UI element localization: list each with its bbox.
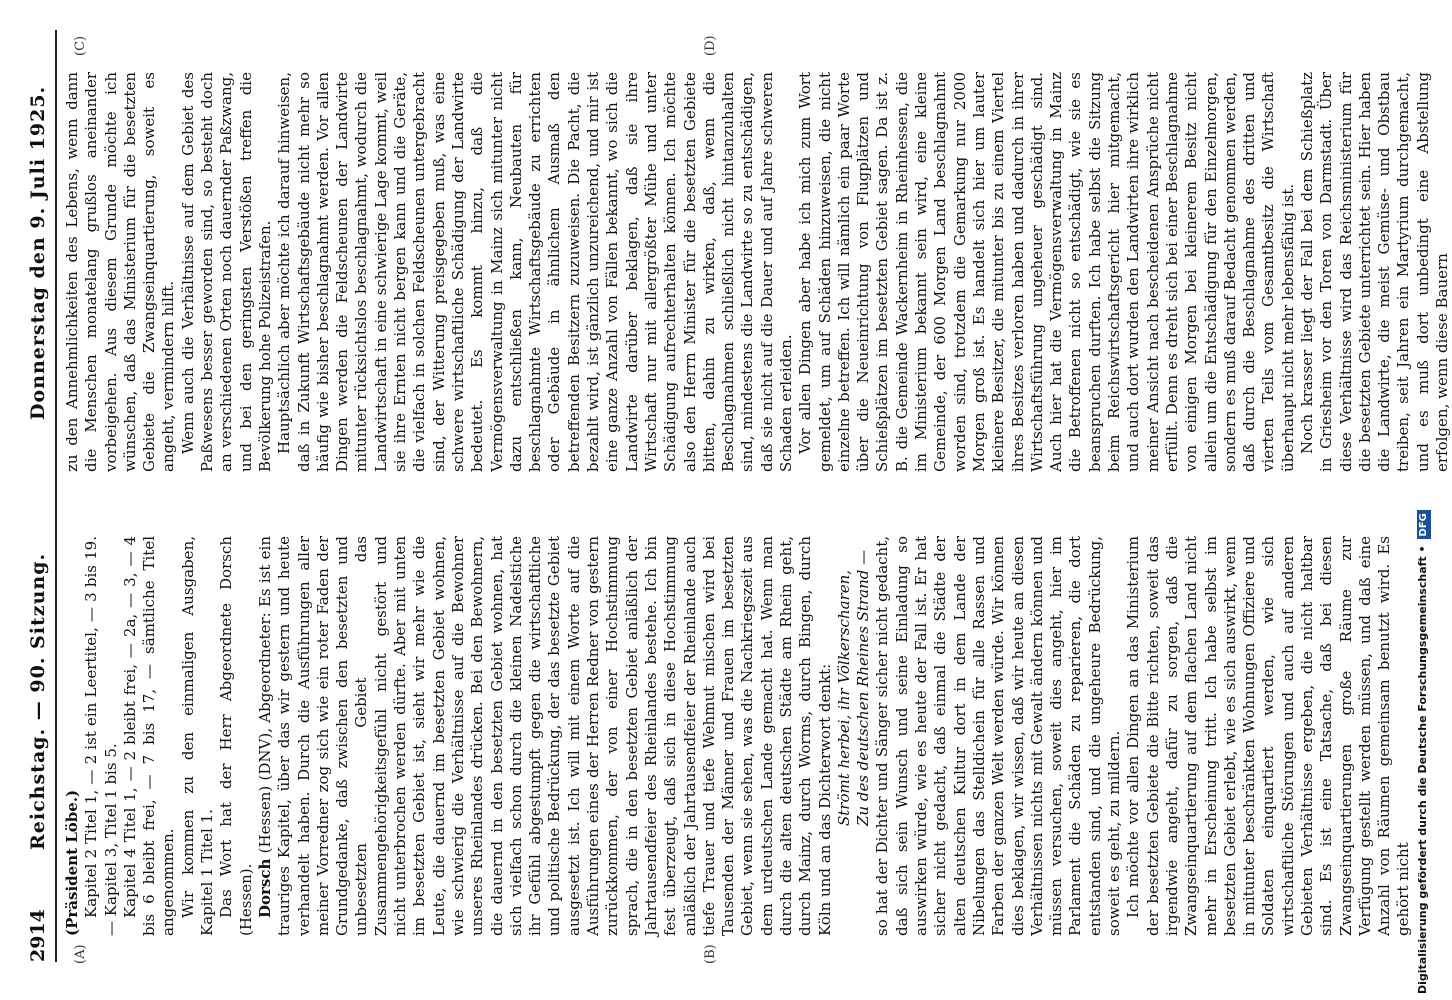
page-number: 2914 xyxy=(27,909,49,962)
right-column xyxy=(63,72,1452,472)
president-note: (Präsident Löbe.) xyxy=(63,789,81,936)
dfg-logo: DFG xyxy=(1417,510,1431,539)
page-header xyxy=(15,20,55,980)
paragraph: Wir kommen zu den einmaligen Ausgaben, Kapitel 1 Titel 1. xyxy=(178,536,217,936)
paragraph: Das Wort hat der Herr Abgeordnete Dorsch (Hessen). xyxy=(217,536,255,936)
paragraph: zu den Annehmlichkeiten des Lebens, wenn dann die Menschen monatelang grußlos aneinander vorbeigehen. Aus diesem Grunde möchte ich wünschen, daß das Ministerium für die besetzten Gebiete die Zwangseinquartierung, soweit es angeht, vermindern hilft. xyxy=(63,72,178,472)
margin-mark-c: (C) xyxy=(73,35,88,56)
header-rule xyxy=(55,30,57,962)
paragraph: Hauptsächlich aber möchte ich darauf hinweisen, daß in Zukunft Wirtschaftsgebäude nicht mehr so häufig wie bisher beschlagnahmt werden. Vor allen Dingen werden die Feldscheunen der Landwirte mitunter rücksichtslos beschlagnahmt, wodurch die Landwirtschaft in eine schwierige Lage kommt, weil sie ihre Ernten nicht bergen kann und die Geräte, die vielfach in solchen Feldscheunen untergebracht sind, der Witterung preisgegeben muß, was eine schwere wirtschaftliche Schädigung der Landwirte bedeutet. Es kommt hinzu, daß die Vermögensverwaltung in Mainz sich mitunter nicht dazu entschließen kann, Neubauten für beschlagnahmte Wirtschaftsgebäude zu errichten oder Gebäude in ähnlichem Ausmaß den betreffenden Besitzern zuzuweisen. Die Pacht, die bezahlt wird, ist gänzlich unzureichend, und mir ist eine ganze Anzahl von Fällen bekannt, wo sich die Landwirte darüber beklagen, daß sie ihre Wirtschaft nur mit allergrößter Mühe und unter Schädigung aufrechterhalten können. Ich möchte also den Herrn Minister für die besetzten Gebiete bitten, dahin zu wirken, daß, wenn die Beschlagnahmen schließlich nicht hintanzuhalten sind, mindestens die Landwirte so zu entschädigen, daß sie nicht auf die Dauer und auf Jahre schweren Schaden erleiden. xyxy=(275,72,795,472)
left-column xyxy=(63,536,1413,936)
right-margin-marks xyxy=(63,30,1353,60)
paragraph: Ich möchte vor allen Dingen an das Ministerium der besetzten Gebiete die Bitte richten, soweit das irgendwie angeht, dafür zu sorgen, daß die Zwangseinquartierung auf dem flachen Land nicht mehr in Erscheinung tritt. Ich habe selbst im besetzten Gebiet erlebt, wie es sich auswirkt, wenn in mitunter beschränkten Wohnungen Offiziere und Soldaten einquartiert werden, wie sich wirtschaftliche Störungen und auch auf anderen Gebieten Verhältnisse ergeben, die nicht haltbar sind. Es ist eine Tatsache, daß bei diesen Zwangseinquartierungen große Räume zur Verfügung gestellt werden müssen, und daß eine Anzahl von Räumen gemeinsam benutzt wird. Es gehört nicht xyxy=(1124,536,1413,936)
left-margin-marks xyxy=(63,938,1353,968)
digitization-note xyxy=(1406,6,1432,994)
session-date: Donnerstag den 9. Juli 1925. xyxy=(27,85,49,420)
paragraph: Kapitel 4 Titel 1, — 2 bleibt frei, — 2a, — 3, — 4 bis 6 bleibt frei, — 7 bis 17, — sämtliche Titel angenommen. xyxy=(120,536,178,936)
paragraph: Kapitel 2 Titel 1, — 2 ist ein Leertitel, — 3 bis 19. — Kapitel 3, Titel 1 bis 5. xyxy=(82,536,120,936)
paragraph: so hat der Dichter und Sänger sicher nicht gedacht, daß sich sein Wunsch und seine Einladung so auswirken würde, wie es heute der Fall ist. Er hat sicher nicht gedacht, daß einmal die Städte der alten deutschen Kultur dort in dem Lande der Nibelungen das Stelldichein für alle Rassen und Farben der ganzen Welt werden würde. Wir können dies beklagen, wir wissen, daß wir heute an diesen Verhältnissen nichts mit Gewalt ändern können und müssen versuchen, soweit dies angeht, hier im Parlament die Schäden zu reparieren, die dort entstanden sind, und die ungeheure Bedrückung, soweit es geht, zu mildern. xyxy=(873,536,1124,936)
speech-paragraph xyxy=(256,536,835,936)
speech-text: (Hessen) (DNV), Abgeordneter: Es ist ein trauriges Kapitel, über das wir gestern und heute verhandelt haben. Durch die Ausführungen aller meiner Vorredner zog sich wie ein roter Faden der Grundgedanke, daß zwischen den besetzten und unbesetzten Gebiet das Zusammengehörigkeitsgefühl nicht gestört und nicht unterbrochen werden dürfte. Aber mit unten im besetzten Gebiet ist, sieht wir mehr wie die Leute, die dauernd im besetzten Gebiet wohnen, wie schwierig die Verhältnisse auf die Bewohner unseres Rheinlandes drücken. Bei den Bewohnern, die dauernd in den besetzten Gebiet wohnen, hat sich vielfach schon durch die kleinen Nadelstiche ihr Gefühl abgestumpft gegen die wirtschaftliche und politische Bedrückung, der das besetzte Gebiet ausgesetzt ist. Ich will mit einem Worte auf die Ausführungen eines der Herren Redner von gestern zurückkommen, der von einer Hochstimmung sprach, die in den besetzten Gebiet anläßlich der Jahrtausendfeier des Rheinlandes bestehe. Ich bin fest überzeugt, daß sich in diese Hochstimmung anläßlich der Jahrtausendfeier der Rheinlande auch tiefe Trauer und tiefe Wehmut mischen wird bei Tausenden der Männer und Frauen im besetzten Gebiet, wenn sie sehen, was die Nachkriegszeit aus dem urdeutschen Lande gemacht hat. Wenn man durch die alten deutschen Städte am Rhein geht, durch Mainz, durch Worms, durch Bingen, durch Köln und an das Dichterwort denkt: xyxy=(255,536,834,936)
speaker-name: Dorsch xyxy=(255,858,274,918)
margin-mark-d: (D) xyxy=(703,35,718,56)
paragraph: Vor allen Dingen aber habe ich mich zum Wort gemeldet, um auf Schäden hinzuweisen, die nicht einzelne betreffen. Ich will nämlich ein paar Worte über die Neueinrichtung von Flugplätzen und Schießplätzen im besetzten Gebiet sagen. Da ist z. B. die Gemeinde Wackernheim in Rheinhessen, die im Ministerium bekannt sein wird, eine kleine Gemeinde, der 600 Morgen Land beschlagnahmt worden sind, trotzdem die Gemarkung nur 2000 Morgen groß ist. Es handelt sich hier um lauter kleinere Besitzer, die mitunter bis zu einem Viertel ihres Besitzes verloren haben und dadurch in ihrer Wirtschaftsführung ungeheuer geschädigt sind. Auch hier hat die Vermögensverwaltung in Mainz die Betroffenen nicht so entschädigt, wie sie es beanspruchen durften. Ich habe selbst die Sitzung beim Reichswirtschaftsgericht hier mitgemacht, und auch dort wurden den Landwirten ihre wirklich meiner Ansicht nach bescheidenen Ansprüche nicht erfüllt. Denn es dreht sich bei einer Beschlagnahme von einigen Morgen bei kleinerem Besitz nicht allein um die Entschädigung für den Einzelmorgen, sondern es muß darauf Bedacht genommen werden, daß durch die Beschlagnahme des dritten und vierten Teils vom Gesamtbesitz die Wirtschaft überhaupt nicht mehr lebensfähig ist. xyxy=(796,72,1297,472)
paragraph: Noch krasser liegt der Fall bei dem Schießplatz in Griesheim vor den Toren von Darmstadt. Über diese Verhältnisse wird das Reichsministerium für die besetzten Gebiete unterrichtet sein. Hier haben die Landwirte, die meist Gemüse- und Obstbau treiben, seit Jahren ein Martyrium durchgemacht, und es muß dort unbedingt eine Abstellung erfolgen, wenn diese Bauern xyxy=(1298,72,1452,472)
margin-mark-b: (B) xyxy=(703,944,718,964)
paragraph: Wenn auch die Verhältnisse auf dem Gebiet des Paßwesens besser geworden sind, so besteht doch an verschiedenen Orten noch dauernder Paßzwang, und bei den geringsten Verstößen treffen die Bevölkerung hohe Polizeistrafen. xyxy=(178,72,274,472)
digitization-text: Digitalisierung gefördert durch die Deutsche Forschungsgemeinschaft • xyxy=(1416,545,1429,994)
verse-line: Strömt herbei, ihr Völkerscharen, xyxy=(834,569,853,826)
verse-line: Zu des deutschen Rheines Strand — xyxy=(854,549,873,826)
margin-mark-a: (A) xyxy=(73,944,88,964)
center-margin-marks xyxy=(63,486,1353,516)
session-title: Reichstag. — 90. Sitzung. xyxy=(27,552,49,850)
